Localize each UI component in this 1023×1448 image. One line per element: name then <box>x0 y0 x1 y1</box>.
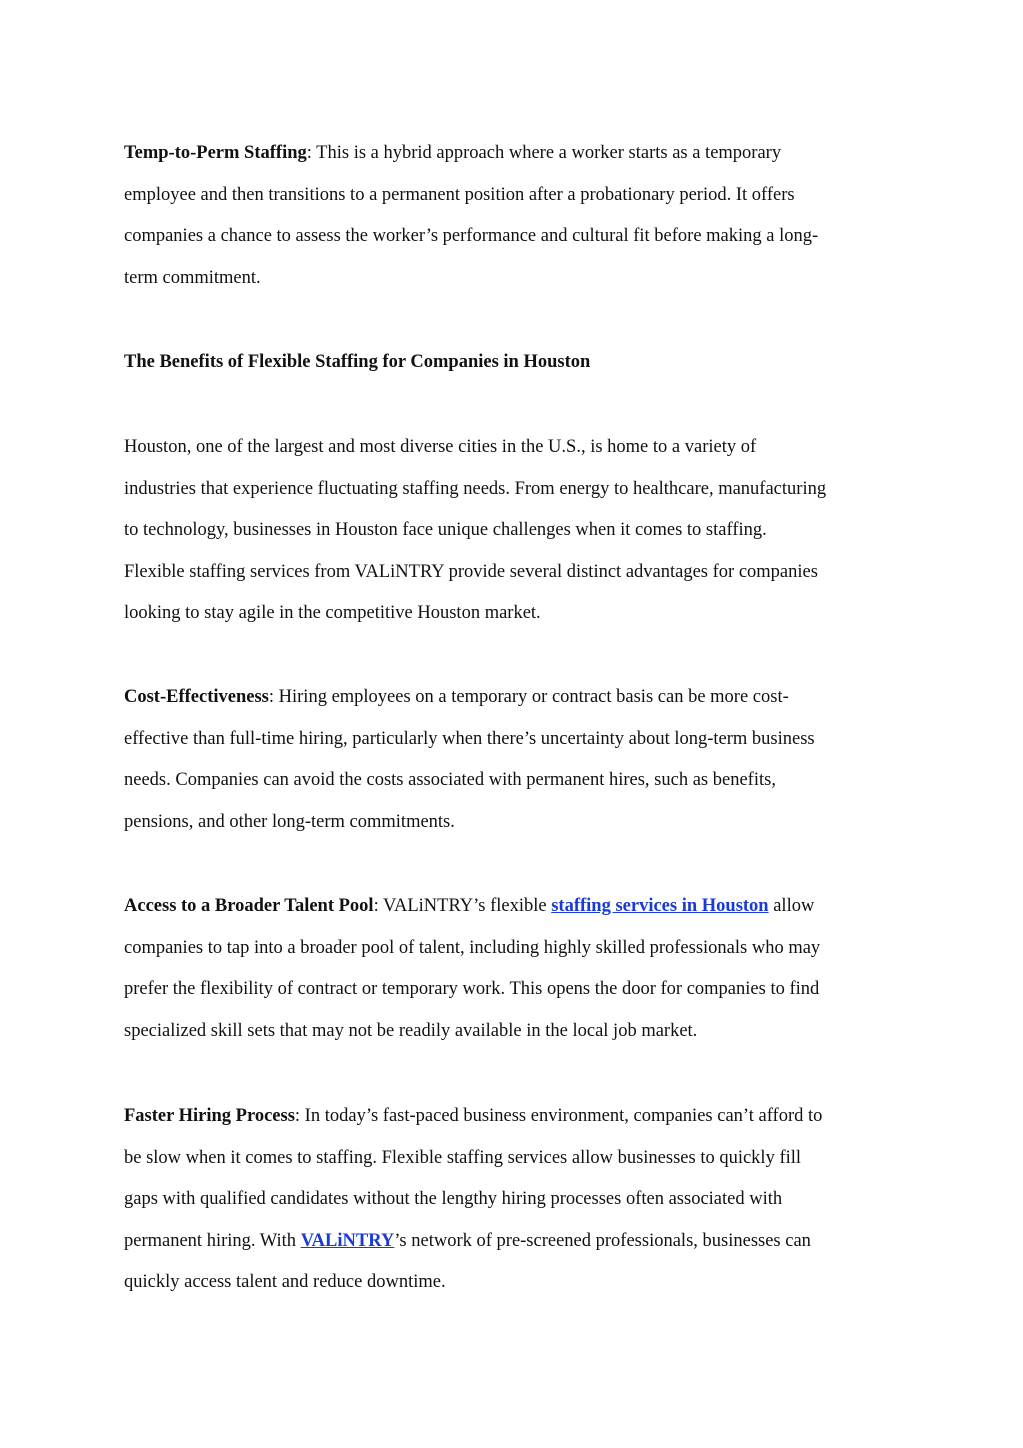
paragraph-temp-to-perm <box>124 133 914 299</box>
text-line <box>124 1096 914 1138</box>
text-line: to technology, businesses in Houston face unique challenges when it comes to staffing. <box>124 520 767 540</box>
paragraph-talent-pool <box>124 886 914 1052</box>
text-span: permanent hiring. With <box>124 1230 301 1251</box>
text-line: be slow when it comes to staffing. Flexible staffing services allow businesses to quickly fill <box>124 1147 802 1168</box>
text-line: Houston, one of the largest and most diverse cities in the U.S., is home to a variety of <box>124 437 757 457</box>
text-line <box>124 677 914 719</box>
text-span: : VALiNTRY’s flexible <box>373 896 552 916</box>
text-line <box>124 1221 914 1263</box>
text-line: looking to stay agile in the competitive Houston market. <box>124 603 541 623</box>
text-line: companies a chance to assess the worker’s performance and cultural fit before making a long- <box>124 226 819 246</box>
term-label: Access to a Broader Talent Pool <box>124 896 374 916</box>
text-line <box>124 133 914 175</box>
text-line: gaps with qualified candidates without the lengthy hiring processes often associated with <box>124 1189 783 1209</box>
text-line: prefer the flexibility of contract or temporary work. This opens the door for companies to find <box>124 979 820 999</box>
text-line: industries that experience fluctuating staffing needs. From energy to healthcare, manufacturing <box>124 478 827 499</box>
text-span: : Hiring employees on a temporary or contract basis can be more cost- <box>268 687 789 707</box>
term-label: Cost-Effectiveness <box>124 687 269 707</box>
term-label: Temp-to-Perm Staffing <box>124 143 307 163</box>
text-span: allow <box>768 896 815 916</box>
text-line: needs. Companies can avoid the costs associated with permanent hires, such as benefits, <box>124 770 776 790</box>
text-line: pensions, and other long-term commitments. <box>124 811 455 832</box>
text-line: effective than full-time hiring, particularly when there’s uncertainty about long-term business <box>124 728 815 749</box>
text-line: term commitment. <box>124 267 261 288</box>
paragraph-houston-intro <box>124 427 914 635</box>
text-span: : This is a hybrid approach where a worker starts as a temporary <box>306 143 782 163</box>
section-heading: The Benefits of Flexible Staffing for Companies in Houston <box>124 352 591 372</box>
text-span: : In today’s fast-paced business environment, companies can’t afford to <box>294 1106 823 1126</box>
paragraph-faster-hiring <box>124 1096 914 1304</box>
text-line: quickly access talent and reduce downtime. <box>124 1272 446 1292</box>
text-line: specialized skill sets that may not be readily available in the local job market. <box>124 1020 698 1041</box>
text-line: employee and then transitions to a permanent position after a probationary period. It offers <box>124 184 795 205</box>
paragraph-cost-effectiveness <box>124 677 914 843</box>
text-span: ’s network of pre-screened professionals, businesses can <box>394 1230 811 1251</box>
term-label: Faster Hiring Process <box>124 1106 295 1126</box>
valintry-link[interactable]: VALiNTRY <box>300 1230 395 1251</box>
text-line: Flexible staffing services from VALiNTRY provide several distinct advantages for companies <box>124 561 818 582</box>
text-line: companies to tap into a broader pool of talent, including highly skilled professionals who may <box>124 937 821 958</box>
staffing-services-houston-link[interactable]: staffing services in Houston <box>551 896 769 916</box>
text-line <box>124 886 914 928</box>
